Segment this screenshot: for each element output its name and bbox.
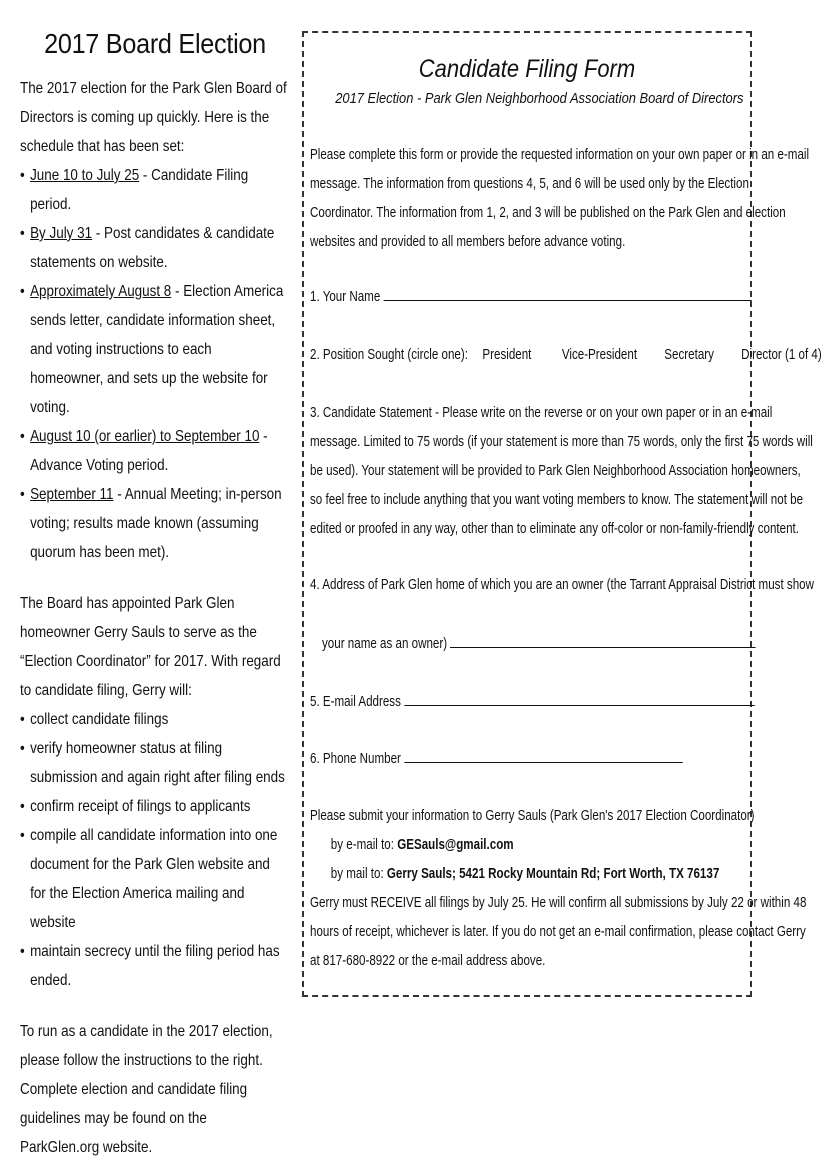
election-info-column bbox=[20, 28, 290, 1162]
position-option-president[interactable]: President bbox=[482, 347, 532, 363]
name-label: 1. Your Name bbox=[310, 289, 381, 305]
coordinator-paragraph: The Board has appointed Park Glen homeowner Gerry Sauls to serve as the “Election Coordinator” for 2017. With regard to candidate filing, Gerry will: bbox=[20, 595, 281, 699]
duty-item: • verify homeowner status at filing submission and again right after filing ends bbox=[20, 734, 287, 792]
question-statement bbox=[310, 399, 813, 544]
schedule-date: June 10 to July 25 bbox=[30, 167, 140, 184]
schedule-text: - Post candidates & candidate statements on website. bbox=[30, 225, 275, 271]
page-title: 2017 Board Election bbox=[44, 28, 266, 59]
email-label: 5. E-mail Address bbox=[310, 694, 401, 710]
position-option-secretary[interactable]: Secretary bbox=[664, 347, 714, 363]
schedule-date: September 11 bbox=[30, 486, 114, 503]
statement-line: 3. Candidate Statement - Please write on the reverse or on your own paper or in an e-mail bbox=[310, 405, 773, 421]
position-option-vice-president[interactable]: Vice-President bbox=[561, 347, 638, 363]
deadline-line: at 817-680-8922 or the e-mail address above. bbox=[310, 953, 546, 969]
question-email bbox=[310, 688, 742, 717]
deadline-line: Gerry must RECEIVE all filings by July 25. He will confirm all submissions by July 22 or within 48 bbox=[310, 895, 807, 911]
form-title: Candidate Filing Form bbox=[418, 55, 636, 83]
submit-intro: Please submit your information to Gerry Sauls (Park Glen's 2017 Election Coordinator) bbox=[310, 808, 755, 824]
schedule-text: - Advance Voting period. bbox=[30, 428, 268, 474]
coordinator-address: Gerry Sauls; 5421 Rocky Mountain Rd; Fort Worth, TX 76137 bbox=[386, 866, 720, 882]
duty-item: • compile all candidate information into one document for the Park Glen website and for the Election America mailing and website bbox=[20, 821, 287, 937]
phone-label: 6. Phone Number bbox=[310, 751, 401, 767]
email-prefix: by e-mail to: bbox=[330, 837, 398, 853]
closing-paragraph: To run as a candidate in the 2017 election, please follow the instructions to the right. Complete election and candidate filing guidelines may be found on the ParkGlen.org website. bbox=[20, 1023, 273, 1156]
question-address-cont bbox=[322, 630, 754, 659]
schedule-item bbox=[20, 219, 287, 277]
statement-line: so feel free to include anything that you want voting members to know. The statement will not be bbox=[310, 492, 804, 508]
name-field[interactable] bbox=[384, 286, 752, 301]
schedule-text: - Annual Meeting; in-person voting; results made known (assuming quorum has been met). bbox=[30, 486, 282, 561]
submission-info bbox=[310, 802, 807, 976]
schedule-list bbox=[20, 161, 287, 567]
schedule-item bbox=[20, 277, 287, 422]
intro-paragraph: The 2017 election for the Park Glen Board of Directors is coming up quickly. Here is the schedule that has been set: bbox=[20, 80, 287, 155]
schedule-item bbox=[20, 161, 287, 219]
instruction-line: Coordinator. The information from 1, 2, and 3 will be published on the Park Glen and election bbox=[310, 205, 786, 221]
duty-item: • collect candidate filings bbox=[20, 705, 287, 734]
schedule-item bbox=[20, 480, 287, 567]
form-instructions bbox=[310, 141, 810, 257]
statement-line: be used). Your statement will be provided to Park Glen Neighborhood Association homeowners, bbox=[310, 463, 801, 479]
position-label: 2. Position Sought (circle one): bbox=[310, 347, 468, 363]
address-label: 4. Address of Park Glen home of which you are an owner (the Tarrant Appraisal District must show bbox=[310, 577, 814, 593]
duties-list bbox=[20, 705, 287, 995]
position-option-director[interactable]: Director (1 of 4) bbox=[741, 347, 822, 363]
election-info-text bbox=[20, 74, 297, 1162]
schedule-text: - Election America sends letter, candidate information sheet, and voting instructions to each homeowner, and sets up the website for voting. bbox=[30, 283, 284, 416]
schedule-date: By July 31 bbox=[30, 225, 93, 242]
phone-field[interactable] bbox=[404, 748, 682, 763]
address-label-cont: your name as an owner) bbox=[322, 636, 448, 652]
question-position bbox=[310, 341, 822, 370]
instruction-line: message. The information from questions 4, 5, and 6 will be used only by the Election bbox=[310, 176, 749, 192]
email-field[interactable] bbox=[404, 691, 754, 706]
instruction-line: websites and provided to all members before advance voting. bbox=[310, 234, 626, 250]
address-field[interactable] bbox=[450, 633, 756, 648]
schedule-date: Approximately August 8 bbox=[30, 283, 172, 300]
schedule-date: August 10 (or earlier) to September 10 bbox=[30, 428, 260, 445]
question-name bbox=[310, 283, 742, 312]
form-subtitle: 2017 Election - Park Glen Neighborhood Association Board of Directors bbox=[335, 90, 744, 107]
coordinator-email: GESauls@gmail.com bbox=[397, 837, 514, 853]
duty-item: • confirm receipt of filings to applicants bbox=[20, 792, 287, 821]
schedule-item bbox=[20, 422, 287, 480]
deadline-line: hours of receipt, whichever is later. If you do not get an e-mail confirmation, please contact Gerry bbox=[310, 924, 806, 940]
mail-prefix: by mail to: bbox=[330, 866, 387, 882]
question-address bbox=[310, 571, 814, 600]
schedule-text: - Candidate Filing period. bbox=[30, 167, 249, 213]
statement-line: edited or proofed in any way, other than to eliminate any off-color or non-family-friendly content. bbox=[310, 521, 799, 537]
candidate-filing-form bbox=[302, 31, 822, 997]
question-phone bbox=[310, 745, 742, 774]
instruction-line: Please complete this form or provide the requested information on your own paper or in an e-mail bbox=[310, 147, 810, 163]
duty-item: • maintain secrecy until the filing period has ended. bbox=[20, 937, 287, 995]
statement-line: message. Limited to 75 words (if your statement is more than 75 words, only the first 75 words will bbox=[310, 434, 813, 450]
